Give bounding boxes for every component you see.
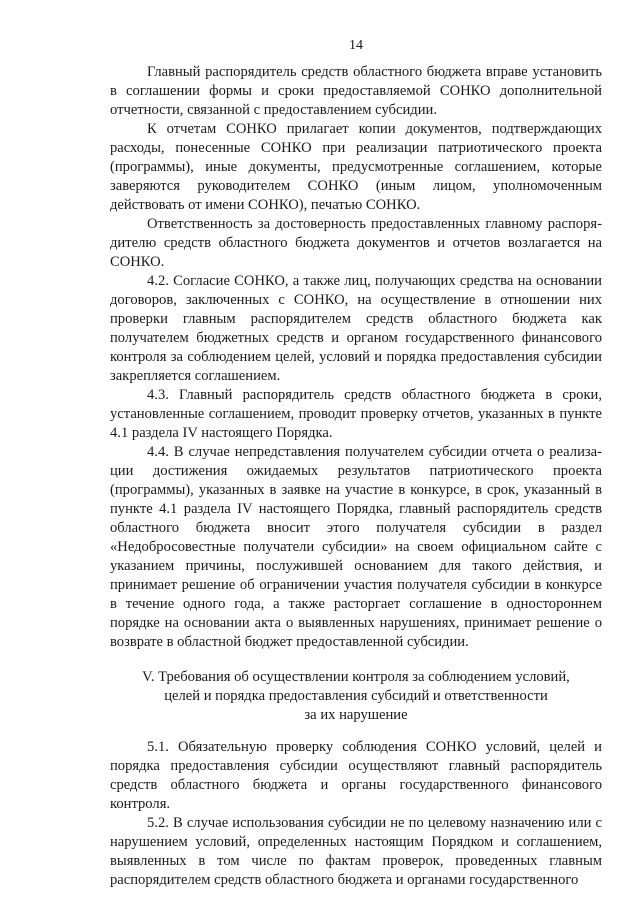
page-number: 14 [349, 38, 363, 53]
paragraph-5-1: 5.1. Обязательную проверку соблюдения СОНКО условий, целей и порядка предоставления субсидии осуществляют главный распорядитель средств областного бюджета и органы государственного финансового контроля. [110, 739, 602, 812]
paragraph-responsibility: Ответственность за достоверность предоставленных главному распорядителю средств областного бюджета документов и отчетов возлагается на СОНКО. [110, 216, 602, 270]
paragraph-4-4: 4.4. В случае непредставления получателем субсидии отчета о реализации достижения ожидаемых результатов патриотического проекта (программы), указанных в заявке на участие в конкурсе, в срок, указанный в пункте 4.1 раздела IV настоящего Порядка, главный распорядитель средств областного бюджета вносит этого получателя субсидии в раздел «Недобросовестные получатели субсидии» на своем официальном сайте с указанием причины, послужившей основанием для такого действия, и принимает решение об ограничении участия получателя субсидии в конкурсе в течение одного года, а также расторгает соглашение в одностороннем порядке на основании акта о выявленных нарушениях, принимает решение о возврате в областной бюджет предоставленной субсидии. [110, 444, 602, 650]
paragraph-report-attachments: К отчетам СОНКО прилагает копии документов, подтверждающих расходы, понесенные СОНКО при реализации патриотического проекта (программы), иные документы, предусмотренные соглашением, которые заверяются руководителем СОНКО (иным лицом, уполномоченным действовать от имени СОНКО), печатью СОНКО. [110, 121, 602, 213]
section-heading-line-3: за их нарушение [304, 707, 408, 723]
paragraph-5-2: 5.2. В случае использования субсидии не по целевому назначению или с нарушением условий, определенных настоящим Порядком и соглашением, выявленных в том числе по фактам проверок, проведенных главным распорядителем средств областного бюджета и органами государственного [110, 815, 602, 888]
section-heading [110, 668, 602, 725]
paragraph-4-2: 4.2. Согласие СОНКО, а также лиц, получающих средства на основании договоров, заключенных с СОНКО, на осуществление в отношении них проверки главным распорядителем средств областного бюджета как получателем бюджетных средств и органом государственного финансового контроля за соблюдением целей, условий и порядка предоставления субсидии закрепляется соглашением. [110, 273, 602, 384]
paragraph-reporting-forms: Главный распорядитель средств областного бюджета вправе установить в соглашении формы и сроки предоставляемой СОНКО дополнительной отчетности, связанной с предоставлением субсидии. [110, 64, 602, 118]
section-heading-line-2: целей и порядка предоставления субсидий и ответственности [164, 688, 548, 704]
paragraph-4-3: 4.3. Главный распорядитель средств областного бюджета в сроки, установленные соглашением, проводит проверку отчетов, указанных в пункте 4.1 раздела IV настоящего Порядка. [110, 387, 602, 441]
section-heading-line-1: V. Требования об осуществлении контроля за соблюдением условий, [142, 669, 570, 685]
